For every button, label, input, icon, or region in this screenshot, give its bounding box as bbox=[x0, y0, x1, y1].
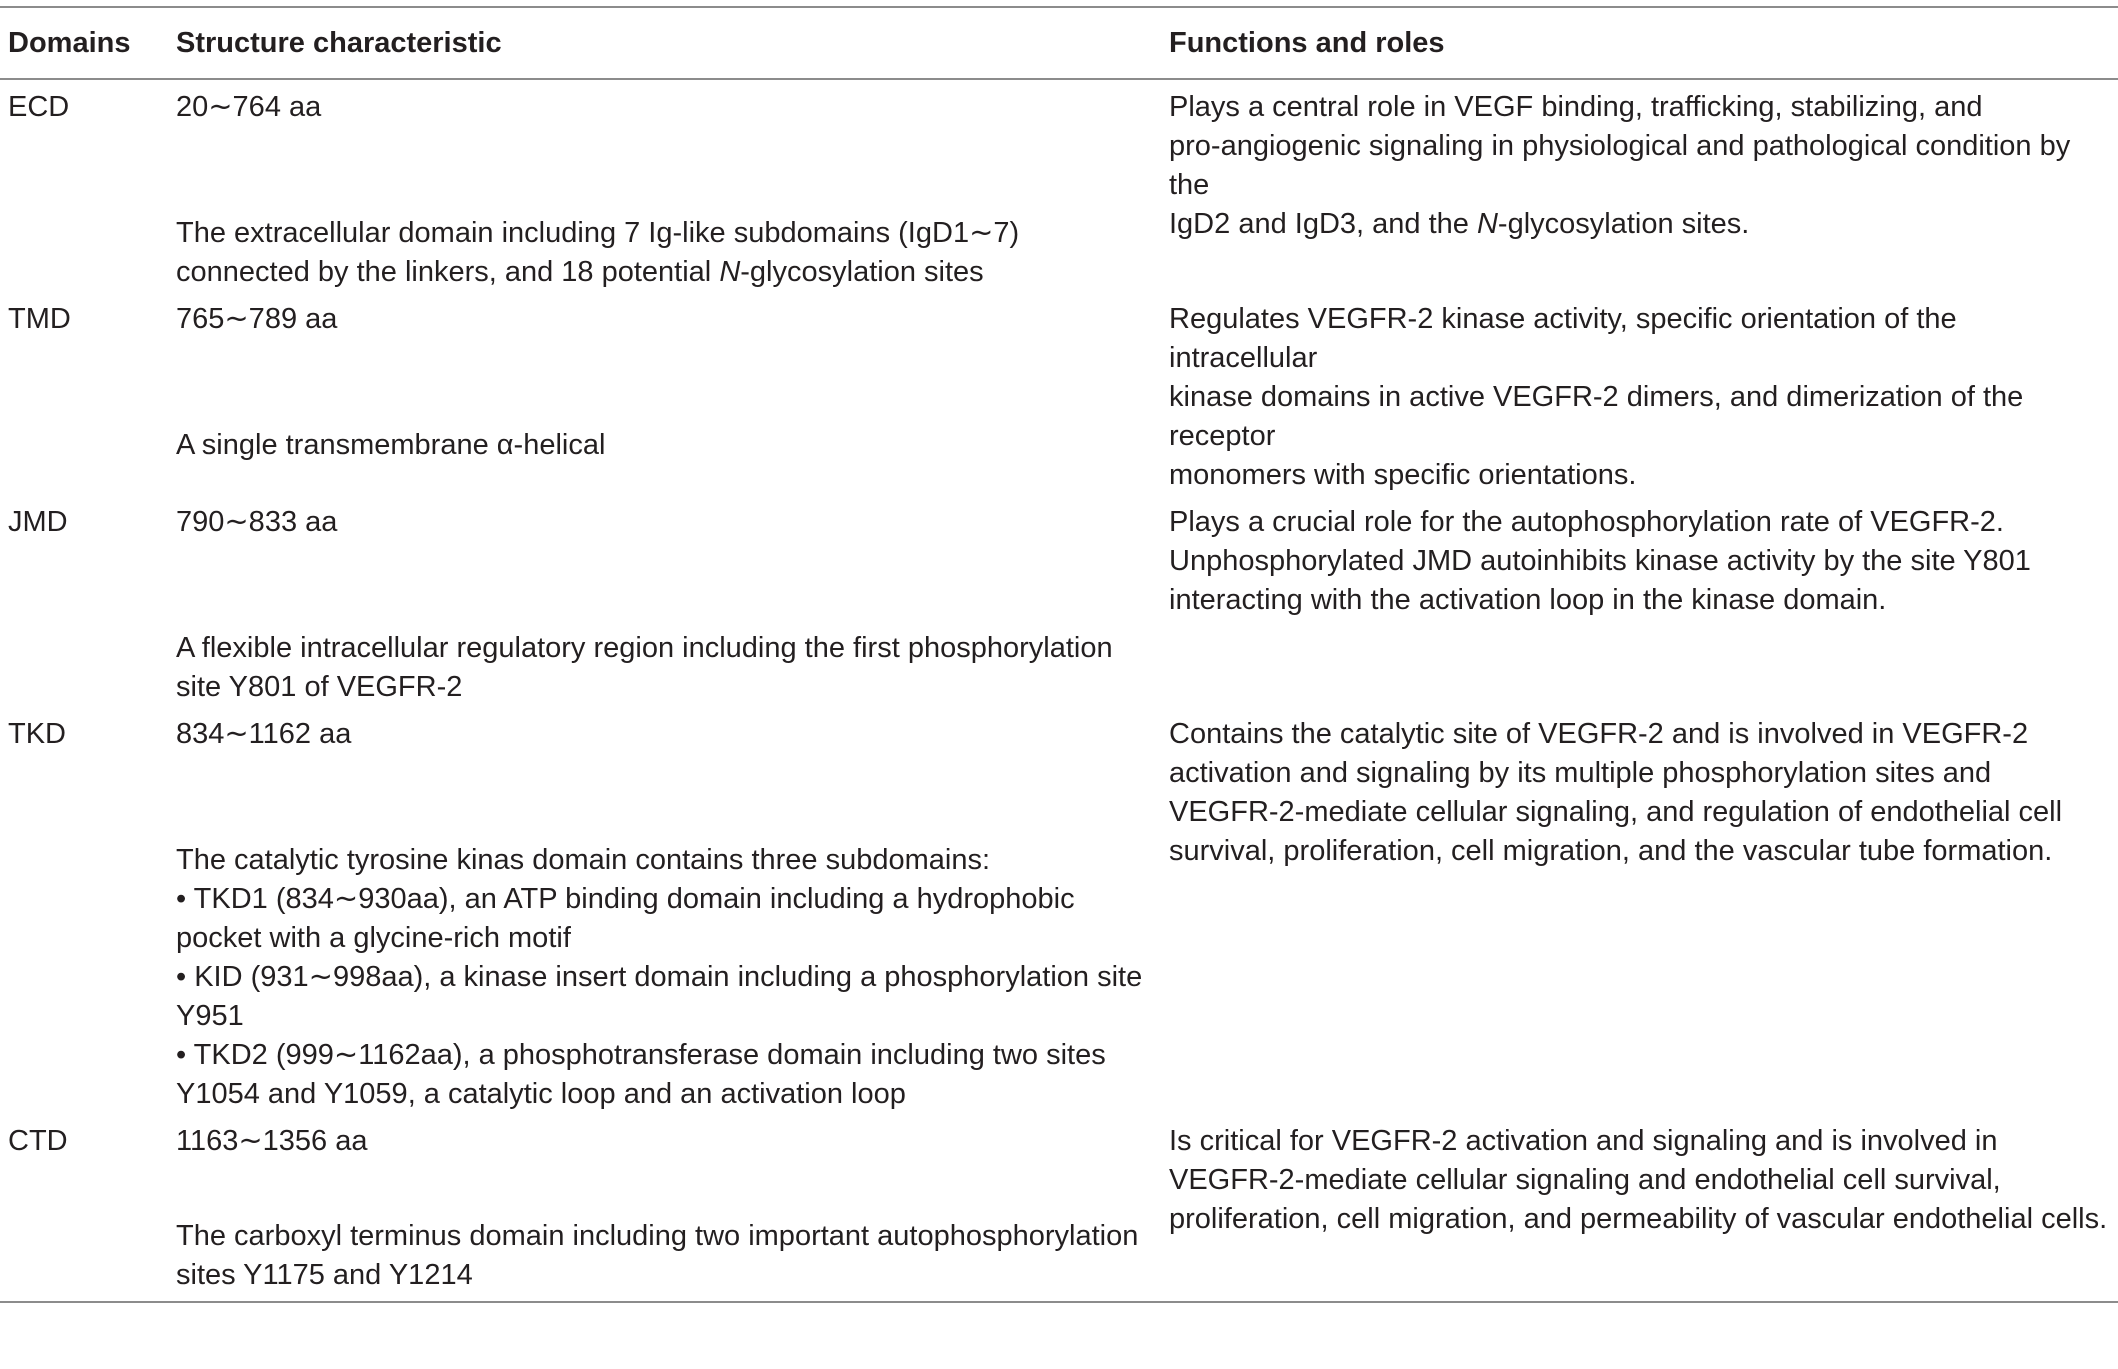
function-description-line: activation and signaling by its multiple phosphorylation sites and bbox=[1169, 757, 1992, 789]
structure-cell bbox=[168, 79, 1161, 292]
structure-description-line: • KID (931∼998aa), a kinase insert domain including a phosphorylation site bbox=[176, 961, 1143, 993]
function-description-line: Regulates VEGFR-2 kinase activity, specific orientation of the intracellular bbox=[1169, 303, 1957, 374]
residue-range: 790∼833 aa bbox=[176, 506, 338, 538]
structure-description bbox=[176, 1217, 1153, 1301]
vegfr2-domains-table bbox=[0, 6, 2118, 1303]
function-description-line: proliferation, cell migration, and permeability of vascular endothelial cells. bbox=[1169, 1203, 2108, 1235]
structure-description-line: site Y801 of VEGFR-2 bbox=[176, 671, 463, 703]
structure-description bbox=[176, 426, 1153, 465]
function-description-line: kinase domains in active VEGFR-2 dimers, and dimerization of the receptor bbox=[1169, 381, 2024, 452]
structure-description-line: The extracellular domain including 7 Ig-like subdomains (IgD1∼7) bbox=[176, 217, 1020, 249]
structure-description-line: • TKD1 (834∼930aa), an ATP binding domain including a hydrophobic bbox=[176, 883, 1075, 915]
function-description-line: Is critical for VEGFR-2 activation and signaling and is involved in bbox=[1169, 1125, 1998, 1157]
structure-description-line: sites Y1175 and Y1214 bbox=[176, 1259, 473, 1291]
structure-description-line: • TKD2 (999∼1162aa), a phosphotransferase domain including two sites bbox=[176, 1039, 1106, 1071]
function-cell bbox=[1161, 292, 2118, 495]
structure-description bbox=[176, 214, 1153, 292]
function-description-line: VEGFR-2-mediate cellular signaling and endothelial cell survival, bbox=[1169, 1164, 2001, 1196]
header-structure: Structure characteristic bbox=[176, 26, 502, 59]
structure-description bbox=[176, 629, 1153, 707]
domain-name-ctd: CTD bbox=[8, 1125, 68, 1157]
function-description-line: monomers with specific orientations. bbox=[1169, 459, 1637, 491]
structure-description-line: Y951 bbox=[176, 1000, 244, 1032]
residue-range: 834∼1162 aa bbox=[176, 718, 352, 750]
function-description-line: IgD2 and IgD3, and the N-glycosylation sites. bbox=[1169, 208, 1750, 240]
domain-name-tkd: TKD bbox=[8, 718, 66, 750]
structure-description-line: connected by the linkers, and 18 potential N-glycosylation sites bbox=[176, 256, 984, 288]
residue-range: 765∼789 aa bbox=[176, 303, 338, 335]
function-description-line: Unphosphorylated JMD autoinhibits kinase activity by the site Y801 bbox=[1169, 545, 2031, 577]
domain-name-tmd: TMD bbox=[8, 303, 71, 335]
table-row bbox=[0, 495, 2118, 707]
function-description-line: VEGFR-2-mediate cellular signaling, and regulation of endothelial cell bbox=[1169, 796, 2063, 828]
structure-description-line: The catalytic tyrosine kinas domain contains three subdomains: bbox=[176, 844, 991, 876]
table-body bbox=[0, 79, 2118, 1302]
domain-table-container bbox=[0, 6, 2118, 1303]
table-row bbox=[0, 79, 2118, 292]
structure-description-line: Y1054 and Y1059, a catalytic loop and an activation loop bbox=[176, 1078, 906, 1110]
structure-cell bbox=[168, 1114, 1161, 1302]
structure-cell bbox=[168, 707, 1161, 1114]
table-header-row bbox=[0, 7, 2118, 79]
residue-range: 1163∼1356 aa bbox=[176, 1125, 368, 1157]
structure-description bbox=[176, 841, 1153, 1114]
residue-range: 20∼764 aa bbox=[176, 91, 322, 123]
function-description-line: pro-angiogenic signaling in physiological and pathological condition by the bbox=[1169, 130, 2071, 201]
header-functions: Functions and roles bbox=[1169, 26, 1445, 59]
function-cell bbox=[1161, 495, 2118, 707]
function-description-line: survival, proliferation, cell migration, and the vascular tube formation. bbox=[1169, 835, 2053, 867]
table-row bbox=[0, 292, 2118, 495]
function-cell bbox=[1161, 1114, 2118, 1302]
structure-description-line: A flexible intracellular regulatory region including the first phosphorylation bbox=[176, 632, 1113, 664]
function-description-line: Contains the catalytic site of VEGFR-2 and is involved in VEGFR-2 bbox=[1169, 718, 2029, 750]
table-row bbox=[0, 1114, 2118, 1302]
function-cell bbox=[1161, 79, 2118, 292]
function-description-line: Plays a crucial role for the autophosphorylation rate of VEGFR-2. bbox=[1169, 506, 2004, 538]
table-row bbox=[0, 707, 2118, 1114]
domain-name-ecd: ECD bbox=[8, 91, 70, 123]
header-domains: Domains bbox=[8, 26, 131, 59]
structure-cell bbox=[168, 495, 1161, 707]
structure-cell bbox=[168, 292, 1161, 495]
structure-description-line: pocket with a glycine-rich motif bbox=[176, 922, 571, 954]
function-description-line: interacting with the activation loop in the kinase domain. bbox=[1169, 584, 1887, 616]
structure-description-line: The carboxyl terminus domain including two important autophosphorylation bbox=[176, 1220, 1139, 1252]
function-cell bbox=[1161, 707, 2118, 1114]
function-description-line: Plays a central role in VEGF binding, trafficking, stabilizing, and bbox=[1169, 91, 1983, 123]
domain-name-jmd: JMD bbox=[8, 506, 68, 538]
structure-description-line: A single transmembrane α-helical bbox=[176, 429, 606, 461]
